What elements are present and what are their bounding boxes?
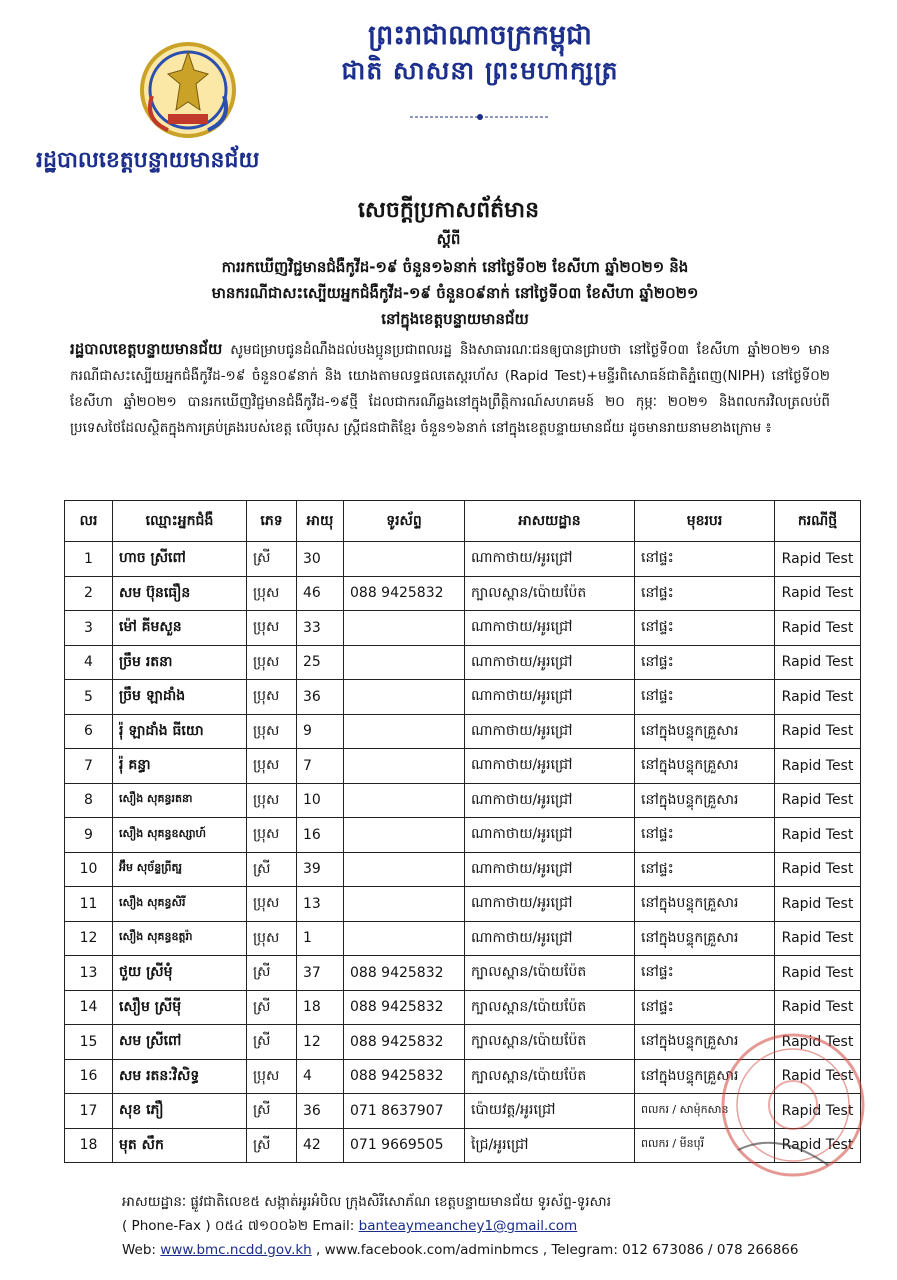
footer-phone-email — [122, 1214, 862, 1238]
cell-no: 2 — [65, 576, 113, 611]
cell-name: ហាច ស្រីពៅ — [113, 542, 247, 577]
body-lead: រដ្ឋបាលខេត្តបន្ទាយមានជ័យ — [70, 340, 223, 358]
cell-case: Rapid Test — [775, 611, 861, 646]
cell-case: Rapid Test — [775, 1025, 861, 1060]
cell-occupation: នៅក្នុងបន្ទុកគ្រួសារ — [635, 887, 775, 922]
cell-no: 12 — [65, 921, 113, 956]
cell-sex: ស្រី — [247, 542, 297, 577]
cell-sex: ប្រុស — [247, 576, 297, 611]
table-row — [65, 921, 861, 956]
table-row — [65, 852, 861, 887]
cell-no: 3 — [65, 611, 113, 646]
cell-no: 4 — [65, 645, 113, 680]
cell-address: ណាកាថាយ/អូរជ្រៅ — [465, 852, 635, 887]
cell-age: 1 — [297, 921, 344, 956]
cell-phone — [344, 921, 465, 956]
header-occupation: មុខរបរ — [635, 501, 775, 542]
cell-address: ណាកាថាយ/អូរជ្រៅ — [465, 611, 635, 646]
cell-occupation: នៅក្នុងបន្ទុកគ្រួសារ — [635, 749, 775, 784]
table-row — [65, 542, 861, 577]
cell-phone: 071 9669505 — [344, 1128, 465, 1163]
cell-address: ណាកាថាយ/អូរជ្រៅ — [465, 749, 635, 784]
cell-case: Rapid Test — [775, 576, 861, 611]
cell-case: Rapid Test — [775, 1059, 861, 1094]
cell-case: Rapid Test — [775, 956, 861, 991]
cell-age: 7 — [297, 749, 344, 784]
kingdom-line-1: ព្រះរាជាណាចក្រកម្ពុជា — [368, 20, 592, 51]
cell-age: 39 — [297, 852, 344, 887]
cell-name: សឿម ស្រីមុី — [113, 990, 247, 1025]
cell-phone: 071 8637907 — [344, 1094, 465, 1129]
cell-age: 46 — [297, 576, 344, 611]
cell-name: សម ស្រីពៅ — [113, 1025, 247, 1060]
cell-no: 10 — [65, 852, 113, 887]
cell-phone — [344, 680, 465, 715]
cell-no: 8 — [65, 783, 113, 818]
cell-address: ណាកាថាយ/អូរជ្រៅ — [465, 542, 635, 577]
cell-sex: ប្រុស — [247, 887, 297, 922]
cell-age: 16 — [297, 818, 344, 853]
cell-occupation: នៅផ្ទះ — [635, 680, 775, 715]
footer-web-label: Web: — [122, 1242, 161, 1258]
cell-occupation: នៅផ្ទះ — [635, 611, 775, 646]
table-row — [65, 680, 861, 715]
table-row — [65, 990, 861, 1025]
cell-phone: 088 9425832 — [344, 576, 465, 611]
cell-address: ក្បាលស្ពាន/ប៉ោយប៉ែត — [465, 576, 635, 611]
cell-name: សឿង សុគន្ធរតនា — [113, 783, 247, 818]
cell-sex: ស្រី — [247, 1094, 297, 1129]
cell-address: ណាកាថាយ/អូរជ្រៅ — [465, 887, 635, 922]
cell-phone: 088 9425832 — [344, 990, 465, 1025]
cell-age: 37 — [297, 956, 344, 991]
table-row — [65, 956, 861, 991]
cell-phone — [344, 542, 465, 577]
table-header-row — [65, 501, 861, 542]
cell-age: 12 — [297, 1025, 344, 1060]
headline-line-1: ការរកឃើញវិជ្ជមានជំងឺកូវីដ-១៩ ចំនួន១៦នាក់ នៅថ្ងៃទី០២ ខែសីហា ឆ្នាំ២០២១ និង — [221, 258, 689, 276]
official-seal-icon — [718, 1030, 868, 1180]
cell-name: សម ប៊ុនធឿន — [113, 576, 247, 611]
cell-age: 18 — [297, 990, 344, 1025]
cell-case: Rapid Test — [775, 783, 861, 818]
cell-address: ណាកាថាយ/អូរជ្រៅ — [465, 680, 635, 715]
cell-no: 17 — [65, 1094, 113, 1129]
cell-age: 13 — [297, 887, 344, 922]
cell-address: ក្បាលស្ពាន/ប៉ោយប៉ែត — [465, 1025, 635, 1060]
cell-name: សឿង សុគន្ធឧត្តរ៉ា — [113, 921, 247, 956]
cell-age: 9 — [297, 714, 344, 749]
cell-case: Rapid Test — [775, 645, 861, 680]
cell-no: 5 — [65, 680, 113, 715]
cell-case: Rapid Test — [775, 887, 861, 922]
cell-phone — [344, 818, 465, 853]
body-text: សូមជម្រាបជូនដំណឹងដល់បងប្អូនប្រជាពលរដ្ឋ និងសាធារណៈជនឲ្យបានជ្រាបថា នៅថ្ងៃទី០៣ ខែសីហា ឆ្នាំ២០២១ មានករណីជាសះស្បើយអ្នកជំងឺកូវីដ-១៩ ចំនួន០៩នាក់ និង យោងតាមលទ្ធផលតេស្តរហ័ស (Rapid Test)+មន្ទីរពិសោធន៍ជាតិភ្នំពេញ(NIPH) នៅថ្ងៃទី០២ ខែសីហា ឆ្នាំ២០២១ បានរកឃើញវិជ្ជមានជំងឺកូវីដ-១៩ថ្មី ដែលជាករណីឆ្លងនៅក្នុងព្រឹត្តិការណ៍សហគមន៍ ២០ កុម្ភៈ ២០២១ និងពលករវិលត្រលប់ពីប្រទេសថៃដែលស្ថិតក្នុងការគ្រប់គ្រងរបស់ខេត្ត លើបុរស ស្ត្រីជនជាតិខ្មែរ ចំនួន១៦នាក់ នៅក្នុងខេត្តបន្ទាយមានជ័យ ដូចមានរាយនាមខាងក្រោម ៖ — [70, 342, 830, 436]
cell-address: ណាកាថាយ/អូរជ្រៅ — [465, 714, 635, 749]
table-row — [65, 714, 861, 749]
cell-occupation: នៅផ្ទះ — [635, 852, 775, 887]
facebook-link[interactable]: , www.facebook.com/adminbmcs — [311, 1242, 539, 1258]
cell-phone — [344, 783, 465, 818]
cell-occupation: នៅផ្ទះ — [635, 576, 775, 611]
cell-no: 14 — [65, 990, 113, 1025]
cell-no: 9 — [65, 818, 113, 853]
cell-phone — [344, 645, 465, 680]
cell-occupation: នៅផ្ទះ — [635, 645, 775, 680]
cell-case: Rapid Test — [775, 990, 861, 1025]
cell-sex: ប្រុស — [247, 611, 297, 646]
cell-phone — [344, 714, 465, 749]
cell-sex: ប្រុស — [247, 680, 297, 715]
cell-case: Rapid Test — [775, 680, 861, 715]
cell-no: 18 — [65, 1128, 113, 1163]
footer-web — [122, 1238, 862, 1262]
cell-sex: ប្រុស — [247, 749, 297, 784]
cell-name: សម រតនៈវិសិទ្ធ — [113, 1059, 247, 1094]
cell-occupation: នៅក្នុងបន្ទុកគ្រួសារ — [635, 1025, 775, 1060]
table-row — [65, 887, 861, 922]
cell-address: ណាកាថាយ/អូរជ្រៅ — [465, 921, 635, 956]
cell-occupation: ពលករ / សាម៉ុកសាន — [635, 1094, 775, 1129]
cell-phone — [344, 887, 465, 922]
cell-address: ក្បាលស្ពាន/ប៉ោយប៉ែត — [465, 1059, 635, 1094]
header-address: អាសយដ្ឋាន — [465, 501, 635, 542]
cell-address: ក្បាលស្ពាន/ប៉ោយប៉ែត — [465, 956, 635, 991]
cell-sex: ស្រី — [247, 990, 297, 1025]
cell-occupation: នៅផ្ទះ — [635, 990, 775, 1025]
announcement-body — [70, 336, 830, 441]
footer-contact — [122, 1190, 862, 1262]
table-row — [65, 749, 861, 784]
cell-occupation: នៅផ្ទះ — [635, 542, 775, 577]
headline-line-3: នៅក្នុងខេត្តបន្ទាយមានជ័យ — [381, 310, 529, 328]
cell-name: សុខ ភឿ — [113, 1094, 247, 1129]
cell-phone: 088 9425832 — [344, 956, 465, 991]
cell-name: ច្រឹម រតនា — [113, 645, 247, 680]
cell-no: 11 — [65, 887, 113, 922]
document-subject-label: ស្តីពី — [436, 230, 461, 248]
header-no: លរ — [65, 501, 113, 542]
website-link[interactable]: www.bmc.ncdd.gov.kh — [160, 1242, 312, 1258]
cell-case: Rapid Test — [775, 1094, 861, 1129]
admin-name: រដ្ឋបាលខេត្តបន្ទាយមានជ័យ — [36, 147, 260, 173]
cell-age: 33 — [297, 611, 344, 646]
cell-occupation: នៅក្នុងបន្ទុកគ្រួសារ — [635, 714, 775, 749]
cell-case: Rapid Test — [775, 714, 861, 749]
cell-age: 36 — [297, 680, 344, 715]
cell-address: ជ្រៃ/អូរជ្រៅ — [465, 1128, 635, 1163]
cell-address: ប៉ោយវត្ត/អូរជ្រៅ — [465, 1094, 635, 1129]
cell-name: ម៉ៅ គីមសួន — [113, 611, 247, 646]
cell-name: រ៉ុ គន្ធា — [113, 749, 247, 784]
cell-address: ណាកាថាយ/អូរជ្រៅ — [465, 783, 635, 818]
cell-occupation: នៅផ្ទះ — [635, 818, 775, 853]
cell-no: 6 — [65, 714, 113, 749]
cell-occupation: នៅផ្ទះ — [635, 956, 775, 991]
cell-sex: ប្រុស — [247, 1059, 297, 1094]
cell-no: 16 — [65, 1059, 113, 1094]
cell-name: រ៉ុ ឡាដាំង ធីយោ — [113, 714, 247, 749]
cell-sex: ស្រី — [247, 1025, 297, 1060]
cell-phone — [344, 611, 465, 646]
cell-name: សឿង សុគន្ធសិរី — [113, 887, 247, 922]
header-name: ឈ្មោះអ្នកជំងឺ — [113, 501, 247, 542]
cell-no: 13 — [65, 956, 113, 991]
cell-case: Rapid Test — [775, 542, 861, 577]
cell-age: 42 — [297, 1128, 344, 1163]
cell-case: Rapid Test — [775, 1128, 861, 1163]
cell-address: ក្បាលស្ពាន/ប៉ោយប៉ែត — [465, 990, 635, 1025]
email-link[interactable]: banteaymeanchey1@gmail.com — [358, 1218, 578, 1234]
cell-age: 30 — [297, 542, 344, 577]
cell-phone — [344, 749, 465, 784]
cell-age: 36 — [297, 1094, 344, 1129]
cell-no: 7 — [65, 749, 113, 784]
cell-occupation: នៅក្នុងបន្ទុកគ្រួសារ — [635, 783, 775, 818]
table-row — [65, 576, 861, 611]
header-case: ករណីថ្មី — [775, 501, 861, 542]
document-headline — [110, 254, 800, 332]
footer-address: អាសយដ្ឋានៈ ផ្លូវជាតិលេខ៥ សង្កាត់អូរអំបិល ក្រុងសិរីសោភ័ណ ខេត្តបន្ទាយមានជ័យ ទូរស័ព្ទ-ទូរសារ — [122, 1194, 611, 1210]
cell-sex: ស្រី — [247, 1128, 297, 1163]
cell-sex: ប្រុស — [247, 818, 297, 853]
cell-name: ថួយ ស្រីមុំ — [113, 956, 247, 991]
ornament-divider-icon — [410, 112, 550, 122]
header-sex: ភេទ — [247, 501, 297, 542]
cell-age: 4 — [297, 1059, 344, 1094]
cell-no: 1 — [65, 542, 113, 577]
table-row — [65, 645, 861, 680]
table-row — [65, 818, 861, 853]
cell-address: ណាកាថាយ/អូរជ្រៅ — [465, 645, 635, 680]
cell-occupation: នៅក្នុងបន្ទុកគ្រួសារ — [635, 1059, 775, 1094]
cell-age: 10 — [297, 783, 344, 818]
cell-sex: ប្រុស — [247, 645, 297, 680]
kingdom-line-2: ជាតិ សាសនា ព្រះមហាក្សត្រ — [341, 56, 619, 85]
footer-phone: ( Phone-Fax ) ០៥៤ ៧១០០៦២ Email: — [122, 1218, 359, 1234]
cell-name: ច្រឹម ឡាដាំង — [113, 680, 247, 715]
cell-occupation: ពលករ / មីនបុរី — [635, 1128, 775, 1163]
cell-address: ណាកាថាយ/អូរជ្រៅ — [465, 818, 635, 853]
document-title: សេចក្តីប្រកាសព័ត៌មាន — [357, 198, 540, 223]
header-phone: ទូរស័ព្ទ — [344, 501, 465, 542]
headline-line-2: មានករណីជាសះស្បើយអ្នកជំងឺកូវីដ-១៩ ចំនួន០៩នាក់ នៅថ្ងៃទី០៣ ខែសីហា ឆ្នាំ២០២១ — [211, 284, 699, 302]
cell-phone: 088 9425832 — [344, 1059, 465, 1094]
cell-name: អ៊ឹម សុច័ន្ទព្រីតរ្ន — [113, 852, 247, 887]
cell-case: Rapid Test — [775, 852, 861, 887]
cell-occupation: នៅក្នុងបន្ទុកគ្រួសារ — [635, 921, 775, 956]
kingdom-motto — [300, 18, 660, 88]
cell-case: Rapid Test — [775, 818, 861, 853]
cell-phone: 088 9425832 — [344, 1025, 465, 1060]
cell-age: 25 — [297, 645, 344, 680]
footer-telegram: , Telegram: 012 673086 / 078 266866 — [538, 1242, 799, 1258]
cell-sex: ប្រុស — [247, 783, 297, 818]
cell-name: សឿង សុគន្ធឧស្សាហ៍ — [113, 818, 247, 853]
cell-no: 15 — [65, 1025, 113, 1060]
table-row — [65, 783, 861, 818]
cell-sex: ប្រុស — [247, 921, 297, 956]
cell-phone — [344, 852, 465, 887]
cell-sex: ស្រី — [247, 852, 297, 887]
table-row — [65, 611, 861, 646]
cell-sex: ប្រុស — [247, 714, 297, 749]
royal-emblem-icon — [138, 40, 238, 140]
cell-sex: ស្រី — [247, 956, 297, 991]
header-age: អាយុ — [297, 501, 344, 542]
cell-name: មុត សឹក — [113, 1128, 247, 1163]
cell-case: Rapid Test — [775, 749, 861, 784]
cell-case: Rapid Test — [775, 921, 861, 956]
